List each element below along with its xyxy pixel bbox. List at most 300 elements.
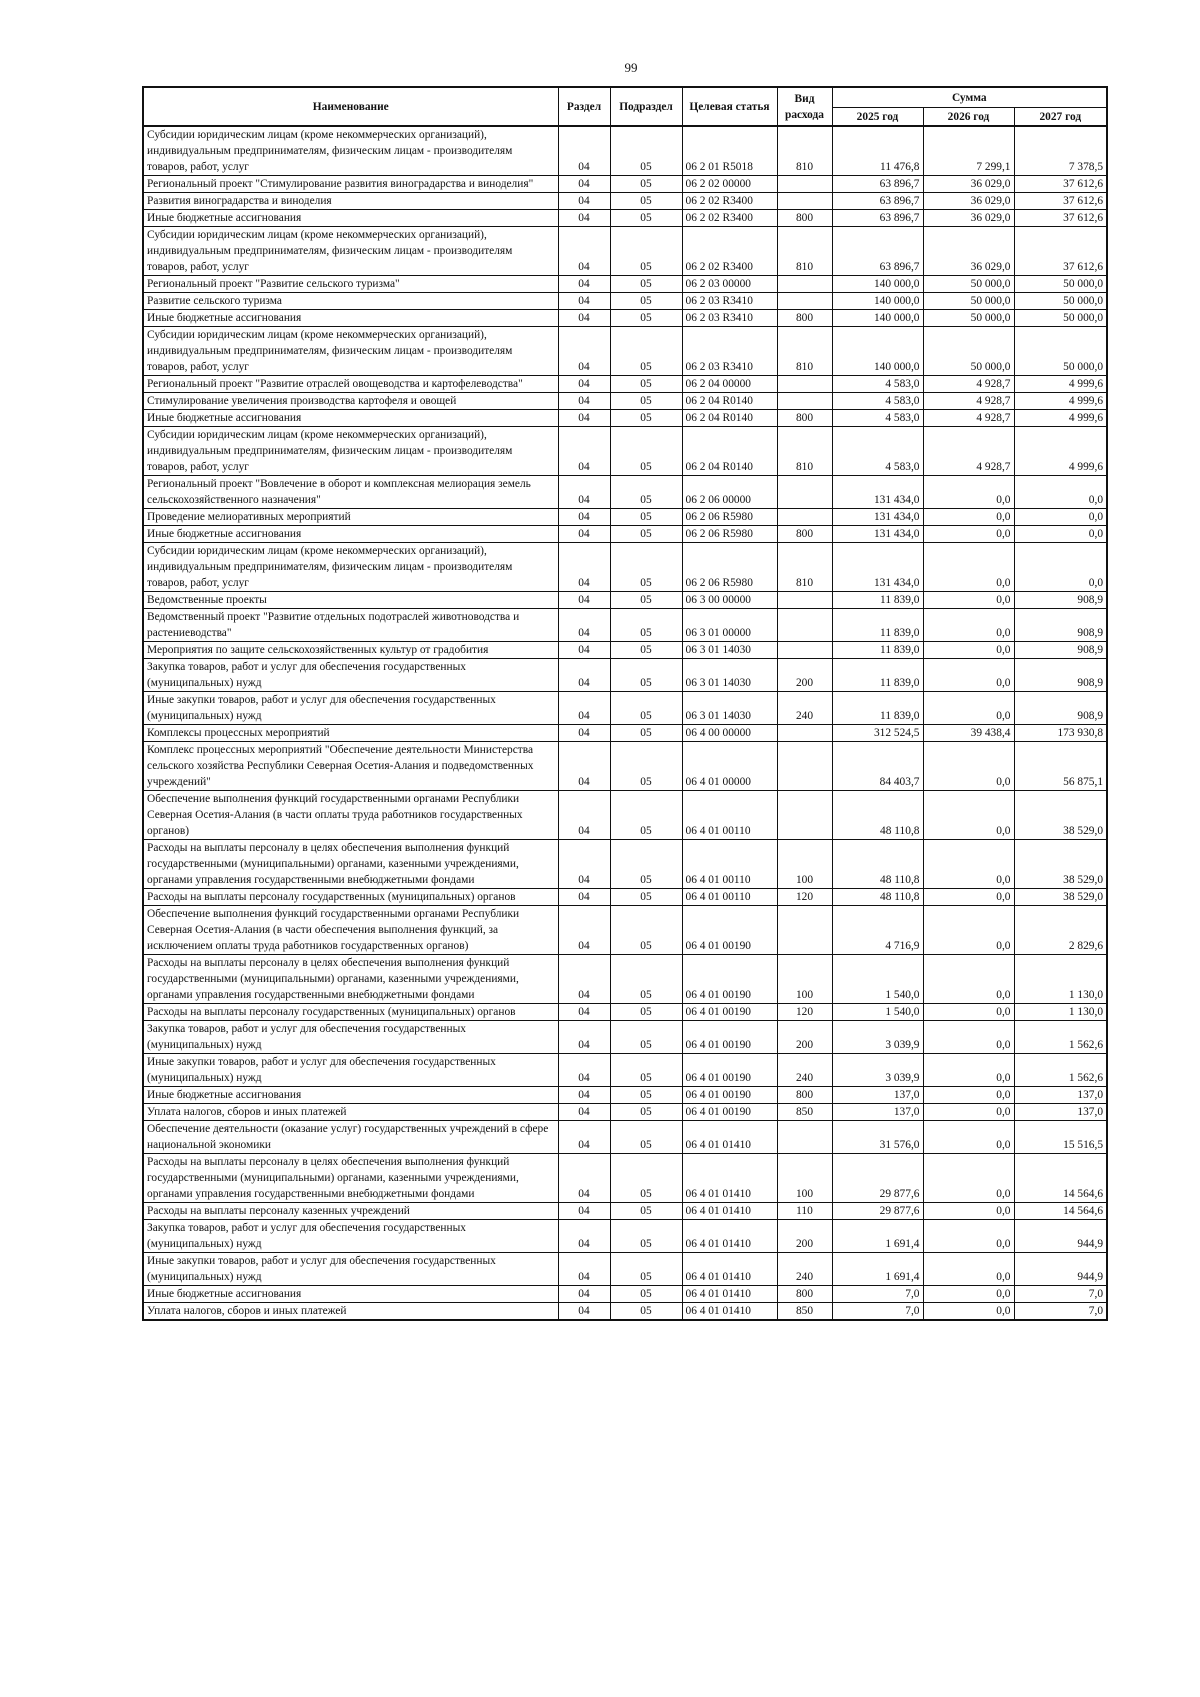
cell-target: 06 4 01 01410	[682, 1303, 777, 1321]
cell-kind: 120	[777, 1004, 832, 1021]
cell-2026: 36 029,0	[923, 193, 1014, 210]
table-row	[143, 592, 1107, 609]
cell-kind: 810	[777, 126, 832, 176]
cell-target: 06 2 04 R0140	[682, 427, 777, 476]
cell-name: Ведомственные проекты	[143, 592, 558, 609]
cell-2025: 11 839,0	[832, 592, 923, 609]
cell-kind	[777, 509, 832, 526]
cell-2026: 0,0	[923, 955, 1014, 1004]
cell-2027: 37 612,6	[1014, 193, 1107, 210]
cell-name: Иные закупки товаров, работ и услуг для обеспечения государственных (муниципальных) нужд	[143, 1253, 558, 1286]
cell-target: 06 2 02 R3400	[682, 210, 777, 227]
header-target: Целевая статья	[682, 87, 777, 126]
cell-2025: 29 877,6	[832, 1154, 923, 1203]
cell-name: Расходы на выплаты персоналу в целях обеспечения выполнения функций государственными (муниципальными) органами, казенными учреждениями, органами управления государственными внебюджетными фондами	[143, 955, 558, 1004]
cell-name: Иные бюджетные ассигнования	[143, 1286, 558, 1303]
cell-2025: 63 896,7	[832, 176, 923, 193]
cell-section: 04	[558, 906, 610, 955]
cell-kind: 100	[777, 1154, 832, 1203]
cell-kind: 800	[777, 1087, 832, 1104]
cell-subsection: 05	[610, 176, 682, 193]
cell-name: Закупка товаров, работ и услуг для обеспечения государственных (муниципальных) нужд	[143, 659, 558, 692]
cell-2027: 15 516,5	[1014, 1121, 1107, 1154]
cell-target: 06 2 02 R3400	[682, 227, 777, 276]
cell-target: 06 3 01 00000	[682, 609, 777, 642]
cell-name: Расходы на выплаты персоналу казенных учреждений	[143, 1203, 558, 1220]
cell-name: Комплекс процессных мероприятий "Обеспечение деятельности Министерства сельского хозяйства Республики Северная Осетия-Алания и подведомственных учреждений"	[143, 742, 558, 791]
cell-2026: 36 029,0	[923, 227, 1014, 276]
cell-kind: 810	[777, 543, 832, 592]
table-row	[143, 1286, 1107, 1303]
cell-section: 04	[558, 692, 610, 725]
table-row	[143, 725, 1107, 742]
cell-2025: 140 000,0	[832, 310, 923, 327]
cell-2027: 1 562,6	[1014, 1021, 1107, 1054]
cell-kind: 810	[777, 427, 832, 476]
cell-name: Региональный проект "Развитие отраслей овощеводства и картофелеводства"	[143, 376, 558, 393]
table-row	[143, 327, 1107, 376]
cell-kind: 240	[777, 1253, 832, 1286]
cell-name: Субсидии юридическим лицам (кроме некоммерческих организаций), индивидуальным предпринимателям, физическим лицам - производителям товаров, работ, услуг	[143, 543, 558, 592]
cell-target: 06 4 01 00110	[682, 791, 777, 840]
cell-2026: 0,0	[923, 476, 1014, 509]
cell-subsection: 05	[610, 210, 682, 227]
cell-2026: 0,0	[923, 592, 1014, 609]
cell-target: 06 3 01 14030	[682, 642, 777, 659]
header-sum: Сумма	[832, 87, 1107, 108]
cell-kind	[777, 1121, 832, 1154]
cell-2027: 37 612,6	[1014, 176, 1107, 193]
cell-target: 06 4 01 01410	[682, 1203, 777, 1220]
cell-2026: 39 438,4	[923, 725, 1014, 742]
cell-target: 06 4 01 00190	[682, 955, 777, 1004]
cell-2025: 3 039,9	[832, 1021, 923, 1054]
cell-2027: 908,9	[1014, 642, 1107, 659]
cell-2026: 0,0	[923, 1303, 1014, 1321]
cell-subsection: 05	[610, 276, 682, 293]
table-row	[143, 427, 1107, 476]
cell-2025: 7,0	[832, 1286, 923, 1303]
cell-target: 06 4 01 00190	[682, 1087, 777, 1104]
table-row	[143, 906, 1107, 955]
cell-target: 06 3 01 14030	[682, 692, 777, 725]
cell-2027: 4 999,6	[1014, 427, 1107, 476]
cell-section: 04	[558, 592, 610, 609]
header-section: Раздел	[558, 87, 610, 126]
cell-2027: 173 930,8	[1014, 725, 1107, 742]
cell-subsection: 05	[610, 1054, 682, 1087]
cell-subsection: 05	[610, 227, 682, 276]
cell-2026: 0,0	[923, 1220, 1014, 1253]
cell-2025: 137,0	[832, 1104, 923, 1121]
table-row	[143, 526, 1107, 543]
cell-2027: 38 529,0	[1014, 889, 1107, 906]
cell-2027: 1 562,6	[1014, 1054, 1107, 1087]
cell-2025: 140 000,0	[832, 327, 923, 376]
cell-name: Расходы на выплаты персоналу в целях обеспечения выполнения функций государственными (муниципальными) органами, казенными учреждениями, органами управления государственными внебюджетными фондами	[143, 1154, 558, 1203]
cell-subsection: 05	[610, 889, 682, 906]
cell-section: 04	[558, 476, 610, 509]
cell-2025: 4 716,9	[832, 906, 923, 955]
cell-2027: 1 130,0	[1014, 955, 1107, 1004]
cell-kind	[777, 742, 832, 791]
table-row	[143, 393, 1107, 410]
cell-2026: 0,0	[923, 609, 1014, 642]
cell-section: 04	[558, 1303, 610, 1321]
cell-section: 04	[558, 791, 610, 840]
cell-subsection: 05	[610, 1087, 682, 1104]
cell-section: 04	[558, 889, 610, 906]
cell-section: 04	[558, 427, 610, 476]
cell-section: 04	[558, 1154, 610, 1203]
cell-2027: 7,0	[1014, 1303, 1107, 1321]
cell-kind: 800	[777, 410, 832, 427]
cell-2026: 0,0	[923, 1087, 1014, 1104]
cell-2025: 7,0	[832, 1303, 923, 1321]
cell-section: 04	[558, 1054, 610, 1087]
cell-2026: 50 000,0	[923, 293, 1014, 310]
table-row	[143, 692, 1107, 725]
cell-2027: 137,0	[1014, 1104, 1107, 1121]
cell-subsection: 05	[610, 293, 682, 310]
table-row	[143, 176, 1107, 193]
cell-target: 06 3 01 14030	[682, 659, 777, 692]
cell-2026: 0,0	[923, 1253, 1014, 1286]
header-2027: 2027 год	[1014, 108, 1107, 127]
cell-2027: 908,9	[1014, 692, 1107, 725]
table-row	[143, 840, 1107, 889]
cell-target: 06 4 01 01410	[682, 1154, 777, 1203]
cell-subsection: 05	[610, 427, 682, 476]
table-row	[143, 509, 1107, 526]
cell-2027: 37 612,6	[1014, 210, 1107, 227]
cell-2026: 0,0	[923, 1121, 1014, 1154]
cell-2027: 4 999,6	[1014, 376, 1107, 393]
cell-2025: 1 540,0	[832, 955, 923, 1004]
table-row	[143, 310, 1107, 327]
cell-2027: 1 130,0	[1014, 1004, 1107, 1021]
cell-target: 06 4 01 01410	[682, 1253, 777, 1286]
cell-2025: 4 583,0	[832, 376, 923, 393]
cell-kind: 200	[777, 1021, 832, 1054]
cell-kind: 200	[777, 659, 832, 692]
cell-target: 06 2 06 R5980	[682, 509, 777, 526]
cell-2027: 944,9	[1014, 1253, 1107, 1286]
cell-2026: 0,0	[923, 1154, 1014, 1203]
cell-2025: 48 110,8	[832, 840, 923, 889]
cell-2027: 0,0	[1014, 509, 1107, 526]
table-row	[143, 293, 1107, 310]
cell-2026: 4 928,7	[923, 427, 1014, 476]
cell-target: 06 4 01 00190	[682, 1004, 777, 1021]
table-row	[143, 889, 1107, 906]
cell-section: 04	[558, 1021, 610, 1054]
cell-kind	[777, 592, 832, 609]
cell-2026: 0,0	[923, 1004, 1014, 1021]
cell-kind: 800	[777, 210, 832, 227]
cell-section: 04	[558, 1087, 610, 1104]
table-row	[143, 1253, 1107, 1286]
cell-subsection: 05	[610, 1154, 682, 1203]
cell-kind	[777, 176, 832, 193]
cell-section: 04	[558, 609, 610, 642]
cell-target: 06 2 03 00000	[682, 276, 777, 293]
cell-section: 04	[558, 742, 610, 791]
cell-section: 04	[558, 176, 610, 193]
cell-kind: 800	[777, 310, 832, 327]
cell-subsection: 05	[610, 791, 682, 840]
cell-2026: 0,0	[923, 543, 1014, 592]
cell-2025: 63 896,7	[832, 193, 923, 210]
cell-2027: 2 829,6	[1014, 906, 1107, 955]
cell-2025: 4 583,0	[832, 410, 923, 427]
cell-target: 06 4 01 00190	[682, 906, 777, 955]
cell-subsection: 05	[610, 1121, 682, 1154]
cell-name: Мероприятия по защите сельскохозяйственных культур от градобития	[143, 642, 558, 659]
cell-kind	[777, 609, 832, 642]
table-row	[143, 742, 1107, 791]
cell-subsection: 05	[610, 1104, 682, 1121]
cell-2026: 50 000,0	[923, 276, 1014, 293]
cell-kind: 800	[777, 1286, 832, 1303]
cell-kind	[777, 393, 832, 410]
cell-2027: 50 000,0	[1014, 276, 1107, 293]
table-row	[143, 1154, 1107, 1203]
table-row	[143, 227, 1107, 276]
cell-name: Региональный проект "Развитие сельского туризма"	[143, 276, 558, 293]
cell-name: Развития виноградарства и виноделия	[143, 193, 558, 210]
cell-target: 06 3 00 00000	[682, 592, 777, 609]
cell-subsection: 05	[610, 1203, 682, 1220]
cell-kind	[777, 642, 832, 659]
cell-name: Обеспечение выполнения функций государственными органами Республики Северная Осетия-Алания (в части обеспечения выполнения функций, за исключением оплаты труда работников государственных органов)	[143, 906, 558, 955]
table-row	[143, 791, 1107, 840]
cell-2026: 50 000,0	[923, 310, 1014, 327]
cell-section: 04	[558, 310, 610, 327]
cell-name: Субсидии юридическим лицам (кроме некоммерческих организаций), индивидуальным предпринимателям, физическим лицам - производителям товаров, работ, услуг	[143, 327, 558, 376]
cell-2026: 0,0	[923, 906, 1014, 955]
cell-subsection: 05	[610, 642, 682, 659]
table-row	[143, 1121, 1107, 1154]
cell-subsection: 05	[610, 509, 682, 526]
cell-2026: 36 029,0	[923, 210, 1014, 227]
cell-2025: 11 839,0	[832, 642, 923, 659]
cell-2025: 31 576,0	[832, 1121, 923, 1154]
cell-name: Иные закупки товаров, работ и услуг для обеспечения государственных (муниципальных) нужд	[143, 692, 558, 725]
cell-name: Уплата налогов, сборов и иных платежей	[143, 1104, 558, 1121]
cell-subsection: 05	[610, 543, 682, 592]
cell-subsection: 05	[610, 1303, 682, 1321]
table-row	[143, 1021, 1107, 1054]
table-row	[143, 1303, 1107, 1321]
cell-2026: 0,0	[923, 1104, 1014, 1121]
table-row	[143, 1220, 1107, 1253]
cell-target: 06 4 01 00190	[682, 1104, 777, 1121]
cell-name: Субсидии юридическим лицам (кроме некоммерческих организаций), индивидуальным предпринимателям, физическим лицам - производителям товаров, работ, услуг	[143, 227, 558, 276]
cell-2025: 4 583,0	[832, 427, 923, 476]
cell-section: 04	[558, 1121, 610, 1154]
cell-kind: 200	[777, 1220, 832, 1253]
cell-2026: 0,0	[923, 692, 1014, 725]
cell-name: Субсидии юридическим лицам (кроме некоммерческих организаций), индивидуальным предпринимателям, физическим лицам - производителям товаров, работ, услуг	[143, 126, 558, 176]
cell-2026: 4 928,7	[923, 410, 1014, 427]
cell-2025: 3 039,9	[832, 1054, 923, 1087]
cell-target: 06 2 06 00000	[682, 476, 777, 509]
cell-name: Развитие сельского туризма	[143, 293, 558, 310]
cell-2027: 7,0	[1014, 1286, 1107, 1303]
cell-2027: 0,0	[1014, 543, 1107, 592]
table-row	[143, 276, 1107, 293]
cell-name: Иные бюджетные ассигнования	[143, 526, 558, 543]
cell-subsection: 05	[610, 476, 682, 509]
cell-subsection: 05	[610, 840, 682, 889]
header-2026: 2026 год	[923, 108, 1014, 127]
cell-name: Региональный проект "Вовлечение в оборот и комплексная мелиорация земель сельскохозяйственного назначения"	[143, 476, 558, 509]
cell-2025: 131 434,0	[832, 526, 923, 543]
cell-2026: 7 299,1	[923, 126, 1014, 176]
cell-target: 06 2 06 R5980	[682, 526, 777, 543]
cell-target: 06 4 01 00190	[682, 1021, 777, 1054]
cell-2027: 7 378,5	[1014, 126, 1107, 176]
budget-table	[142, 86, 1108, 1321]
cell-section: 04	[558, 1220, 610, 1253]
table-row	[143, 376, 1107, 393]
cell-2027: 14 564,6	[1014, 1154, 1107, 1203]
cell-kind	[777, 193, 832, 210]
cell-subsection: 05	[610, 725, 682, 742]
cell-2026: 0,0	[923, 840, 1014, 889]
cell-name: Комплексы процессных мероприятий	[143, 725, 558, 742]
cell-subsection: 05	[610, 1253, 682, 1286]
cell-name: Закупка товаров, работ и услуг для обеспечения государственных (муниципальных) нужд	[143, 1021, 558, 1054]
cell-2025: 131 434,0	[832, 476, 923, 509]
cell-subsection: 05	[610, 393, 682, 410]
cell-section: 04	[558, 642, 610, 659]
table-row	[143, 476, 1107, 509]
table-row	[143, 955, 1107, 1004]
cell-kind: 120	[777, 889, 832, 906]
table-row	[143, 642, 1107, 659]
cell-name: Иные бюджетные ассигнования	[143, 310, 558, 327]
cell-target: 06 2 01 R5018	[682, 126, 777, 176]
cell-2027: 4 999,6	[1014, 393, 1107, 410]
cell-2025: 63 896,7	[832, 210, 923, 227]
cell-2026: 0,0	[923, 1021, 1014, 1054]
cell-section: 04	[558, 1004, 610, 1021]
page-number: 99	[624, 60, 638, 75]
cell-target: 06 2 02 R3400	[682, 193, 777, 210]
cell-2027: 0,0	[1014, 476, 1107, 509]
header-subsection: Подраздел	[610, 87, 682, 126]
cell-2026: 0,0	[923, 1203, 1014, 1220]
cell-name: Расходы на выплаты персоналу государственных (муниципальных) органов	[143, 1004, 558, 1021]
table-row	[143, 1054, 1107, 1087]
cell-name: Обеспечение деятельности (оказание услуг) государственных учреждений в сфере национальной экономики	[143, 1121, 558, 1154]
table-header	[143, 87, 1107, 126]
cell-subsection: 05	[610, 906, 682, 955]
cell-subsection: 05	[610, 692, 682, 725]
cell-target: 06 2 04 R0140	[682, 393, 777, 410]
cell-name: Обеспечение выполнения функций государственными органами Республики Северная Осетия-Алания (в части оплаты труда работников государственных органов)	[143, 791, 558, 840]
cell-2027: 37 612,6	[1014, 227, 1107, 276]
cell-2025: 11 839,0	[832, 659, 923, 692]
cell-2027: 908,9	[1014, 592, 1107, 609]
cell-2025: 4 583,0	[832, 393, 923, 410]
cell-kind	[777, 476, 832, 509]
cell-2027: 14 564,6	[1014, 1203, 1107, 1220]
table-row	[143, 410, 1107, 427]
cell-target: 06 2 03 R3410	[682, 310, 777, 327]
cell-section: 04	[558, 840, 610, 889]
cell-2025: 312 524,5	[832, 725, 923, 742]
cell-subsection: 05	[610, 327, 682, 376]
cell-subsection: 05	[610, 410, 682, 427]
cell-name: Закупка товаров, работ и услуг для обеспечения государственных (муниципальных) нужд	[143, 1220, 558, 1253]
cell-name: Уплата налогов, сборов и иных платежей	[143, 1303, 558, 1321]
cell-kind: 850	[777, 1303, 832, 1321]
cell-section: 04	[558, 725, 610, 742]
cell-subsection: 05	[610, 1220, 682, 1253]
cell-section: 04	[558, 1203, 610, 1220]
header-kind: Вид расхода	[777, 87, 832, 126]
cell-subsection: 05	[610, 592, 682, 609]
cell-target: 06 2 06 R5980	[682, 543, 777, 592]
cell-kind	[777, 791, 832, 840]
cell-2026: 0,0	[923, 509, 1014, 526]
cell-kind: 850	[777, 1104, 832, 1121]
cell-section: 04	[558, 1286, 610, 1303]
cell-subsection: 05	[610, 376, 682, 393]
cell-section: 04	[558, 126, 610, 176]
cell-2027: 944,9	[1014, 1220, 1107, 1253]
cell-kind	[777, 725, 832, 742]
cell-2026: 4 928,7	[923, 376, 1014, 393]
cell-subsection: 05	[610, 310, 682, 327]
cell-section: 04	[558, 210, 610, 227]
table-row	[143, 1004, 1107, 1021]
cell-section: 04	[558, 410, 610, 427]
cell-2026: 0,0	[923, 889, 1014, 906]
cell-2027: 0,0	[1014, 526, 1107, 543]
cell-target: 06 4 01 01410	[682, 1220, 777, 1253]
cell-subsection: 05	[610, 659, 682, 692]
cell-name: Иные закупки товаров, работ и услуг для обеспечения государственных (муниципальных) нужд	[143, 1054, 558, 1087]
cell-2025: 63 896,7	[832, 227, 923, 276]
cell-target: 06 4 01 01410	[682, 1286, 777, 1303]
cell-target: 06 2 02 00000	[682, 176, 777, 193]
cell-2026: 0,0	[923, 642, 1014, 659]
cell-2027: 38 529,0	[1014, 840, 1107, 889]
cell-section: 04	[558, 1104, 610, 1121]
cell-target: 06 2 03 R3410	[682, 293, 777, 310]
cell-section: 04	[558, 543, 610, 592]
cell-kind	[777, 906, 832, 955]
cell-2025: 1 691,4	[832, 1220, 923, 1253]
cell-subsection: 05	[610, 126, 682, 176]
cell-2026: 4 928,7	[923, 393, 1014, 410]
cell-subsection: 05	[610, 1004, 682, 1021]
cell-2027: 50 000,0	[1014, 327, 1107, 376]
cell-kind: 100	[777, 955, 832, 1004]
cell-section: 04	[558, 955, 610, 1004]
cell-2026: 36 029,0	[923, 176, 1014, 193]
cell-name: Иные бюджетные ассигнования	[143, 210, 558, 227]
cell-2026: 0,0	[923, 659, 1014, 692]
cell-target: 06 4 01 00110	[682, 840, 777, 889]
cell-2025: 131 434,0	[832, 509, 923, 526]
cell-name: Ведомственный проект "Развитие отдельных подотраслей животноводства и растениеводства"	[143, 609, 558, 642]
table-row	[143, 1087, 1107, 1104]
